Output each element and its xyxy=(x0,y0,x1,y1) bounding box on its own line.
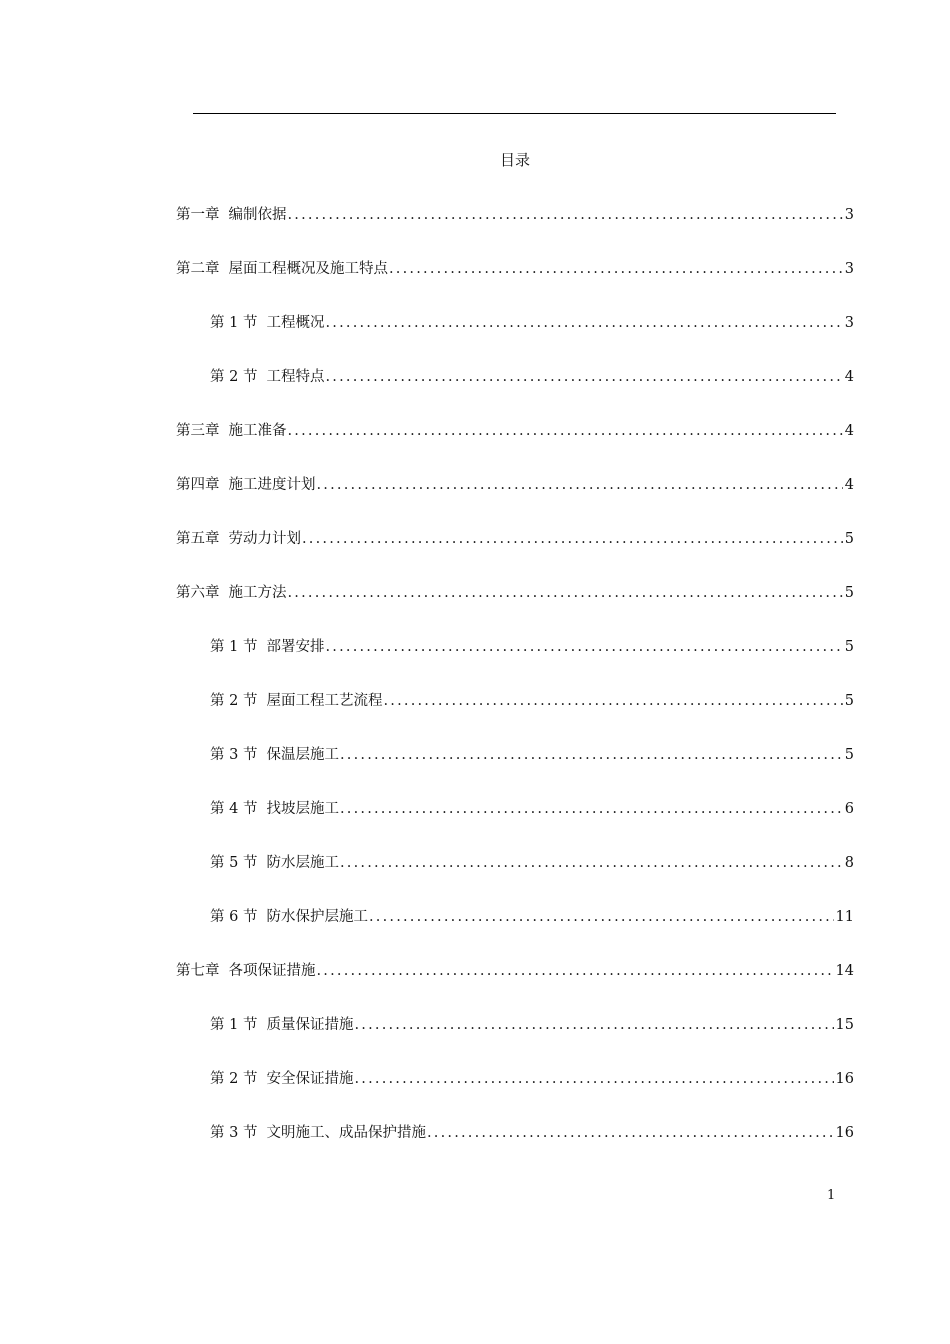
toc-chapter-entry[interactable] xyxy=(176,582,854,636)
toc-entry-label xyxy=(210,906,368,928)
toc-section-entry[interactable] xyxy=(176,852,854,906)
toc-chapter-entry[interactable] xyxy=(176,528,854,582)
toc-entry-label xyxy=(176,258,388,280)
toc-entry-label xyxy=(210,798,339,820)
toc-dot-leader xyxy=(325,636,842,658)
toc-entry-label xyxy=(210,1014,353,1036)
toc-entry-label xyxy=(210,744,339,766)
toc-entry-label xyxy=(176,420,287,442)
toc-entry-page: 3 xyxy=(844,207,854,223)
toc-entry-title: 屋面工程工艺流程 xyxy=(266,693,383,709)
toc-entry-label xyxy=(210,312,324,334)
toc-chapter-entry[interactable] xyxy=(176,204,854,258)
toc-section-entry[interactable] xyxy=(176,636,854,690)
toc-entry-page: 4 xyxy=(844,477,854,493)
toc-entry-number: 第 6 节 xyxy=(210,909,258,925)
toc-entry-title: 找坡层施工 xyxy=(266,801,339,817)
toc-chapter-entry[interactable] xyxy=(176,258,854,312)
toc-entry-label xyxy=(176,582,287,604)
toc-entry-number: 第二章 xyxy=(176,261,220,277)
toc-dot-leader xyxy=(288,204,843,226)
toc-list xyxy=(176,204,854,1176)
toc-entry-title: 编制依据 xyxy=(228,207,287,223)
toc-entry-number: 第一章 xyxy=(176,207,220,223)
toc-entry-page: 5 xyxy=(844,531,854,547)
toc-entry-page: 3 xyxy=(844,261,854,277)
toc-chapter-entry[interactable] xyxy=(176,474,854,528)
toc-entry-label xyxy=(176,528,301,550)
toc-dot-leader xyxy=(325,366,842,388)
toc-section-entry[interactable] xyxy=(176,798,854,852)
toc-entry-title: 防水保护层施工 xyxy=(266,909,368,925)
toc-entry-number: 第六章 xyxy=(176,585,220,601)
toc-dot-leader xyxy=(317,960,834,982)
toc-chapter-entry[interactable] xyxy=(176,960,854,1014)
toc-entry-title: 质量保证措施 xyxy=(266,1017,354,1033)
toc-entry-title: 安全保证措施 xyxy=(266,1071,354,1087)
header-rule xyxy=(193,113,836,114)
toc-entry-label xyxy=(210,1068,353,1090)
toc-section-entry[interactable] xyxy=(176,366,854,420)
toc-entry-number: 第 2 节 xyxy=(210,1071,258,1087)
toc-chapter-entry[interactable] xyxy=(176,420,854,474)
toc-entry-title: 工程特点 xyxy=(266,369,325,385)
toc-entry-label xyxy=(176,474,316,496)
toc-entry-page: 5 xyxy=(844,747,854,763)
toc-entry-number: 第四章 xyxy=(176,477,220,493)
toc-dot-leader xyxy=(389,258,843,280)
toc-entry-page: 8 xyxy=(844,855,854,871)
toc-dot-leader xyxy=(340,798,843,820)
toc-entry-label xyxy=(176,204,287,226)
toc-dot-leader xyxy=(354,1014,833,1036)
toc-section-entry[interactable] xyxy=(176,312,854,366)
toc-entry-label xyxy=(210,636,324,658)
toc-entry-title: 保温层施工 xyxy=(266,747,339,763)
toc-entry-number: 第 1 节 xyxy=(210,639,258,655)
toc-section-entry[interactable] xyxy=(176,1122,854,1176)
toc-entry-title: 各项保证措施 xyxy=(228,963,316,979)
toc-entry-number: 第 3 节 xyxy=(210,747,258,763)
toc-dot-leader xyxy=(427,1122,834,1144)
toc-entry-page: 4 xyxy=(844,369,854,385)
toc-entry-label xyxy=(176,960,316,982)
toc-entry-page: 15 xyxy=(835,1017,854,1033)
toc-entry-page: 4 xyxy=(844,423,854,439)
toc-dot-leader xyxy=(288,420,843,442)
toc-entry-page: 5 xyxy=(844,693,854,709)
toc-entry-page: 3 xyxy=(844,315,854,331)
toc-dot-leader xyxy=(383,690,842,712)
toc-entry-label xyxy=(210,366,324,388)
toc-dot-leader xyxy=(317,474,843,496)
toc-dot-leader xyxy=(340,744,843,766)
toc-entry-number: 第五章 xyxy=(176,531,220,547)
toc-entry-number: 第 1 节 xyxy=(210,1017,258,1033)
toc-dot-leader xyxy=(340,852,843,874)
toc-entry-title: 防水层施工 xyxy=(266,855,339,871)
page-number: 1 xyxy=(827,1188,836,1203)
toc-section-entry[interactable] xyxy=(176,906,854,960)
toc-section-entry[interactable] xyxy=(176,744,854,798)
toc-entry-label xyxy=(210,1122,426,1144)
toc-dot-leader xyxy=(354,1068,833,1090)
toc-entry-number: 第三章 xyxy=(176,423,220,439)
toc-entry-number: 第 1 节 xyxy=(210,315,258,331)
toc-entry-label xyxy=(210,852,339,874)
toc-entry-number: 第 2 节 xyxy=(210,369,258,385)
toc-entry-title: 部署安排 xyxy=(266,639,325,655)
toc-entry-title: 工程概况 xyxy=(266,315,325,331)
toc-dot-leader xyxy=(325,312,842,334)
toc-entry-page: 16 xyxy=(835,1071,854,1087)
toc-entry-label xyxy=(210,690,382,712)
toc-entry-number: 第 2 节 xyxy=(210,693,258,709)
toc-entry-title: 劳动力计划 xyxy=(228,531,301,547)
toc-section-entry[interactable] xyxy=(176,1068,854,1122)
toc-dot-leader xyxy=(288,582,843,604)
toc-entry-page: 5 xyxy=(844,585,854,601)
toc-entry-number: 第 3 节 xyxy=(210,1125,258,1141)
toc-dot-leader xyxy=(369,906,834,928)
toc-entry-title: 施工准备 xyxy=(228,423,287,439)
toc-dot-leader xyxy=(302,528,843,550)
toc-entry-page: 6 xyxy=(844,801,854,817)
toc-entry-page: 11 xyxy=(835,909,854,925)
toc-entry-page: 14 xyxy=(835,963,854,979)
toc-entry-title: 文明施工、成品保护措施 xyxy=(266,1125,426,1141)
toc-entry-title: 屋面工程概况及施工特点 xyxy=(228,261,388,277)
toc-entry-title: 施工方法 xyxy=(228,585,287,601)
toc-title: 目录 xyxy=(499,151,530,169)
toc-entry-title: 施工进度计划 xyxy=(228,477,316,493)
toc-entry-page: 16 xyxy=(835,1125,854,1141)
toc-entry-number: 第 5 节 xyxy=(210,855,258,871)
toc-entry-number: 第 4 节 xyxy=(210,801,258,817)
toc-entry-page: 5 xyxy=(844,639,854,655)
toc-section-entry[interactable] xyxy=(176,690,854,744)
toc-section-entry[interactable] xyxy=(176,1014,854,1068)
toc-entry-number: 第七章 xyxy=(176,963,220,979)
